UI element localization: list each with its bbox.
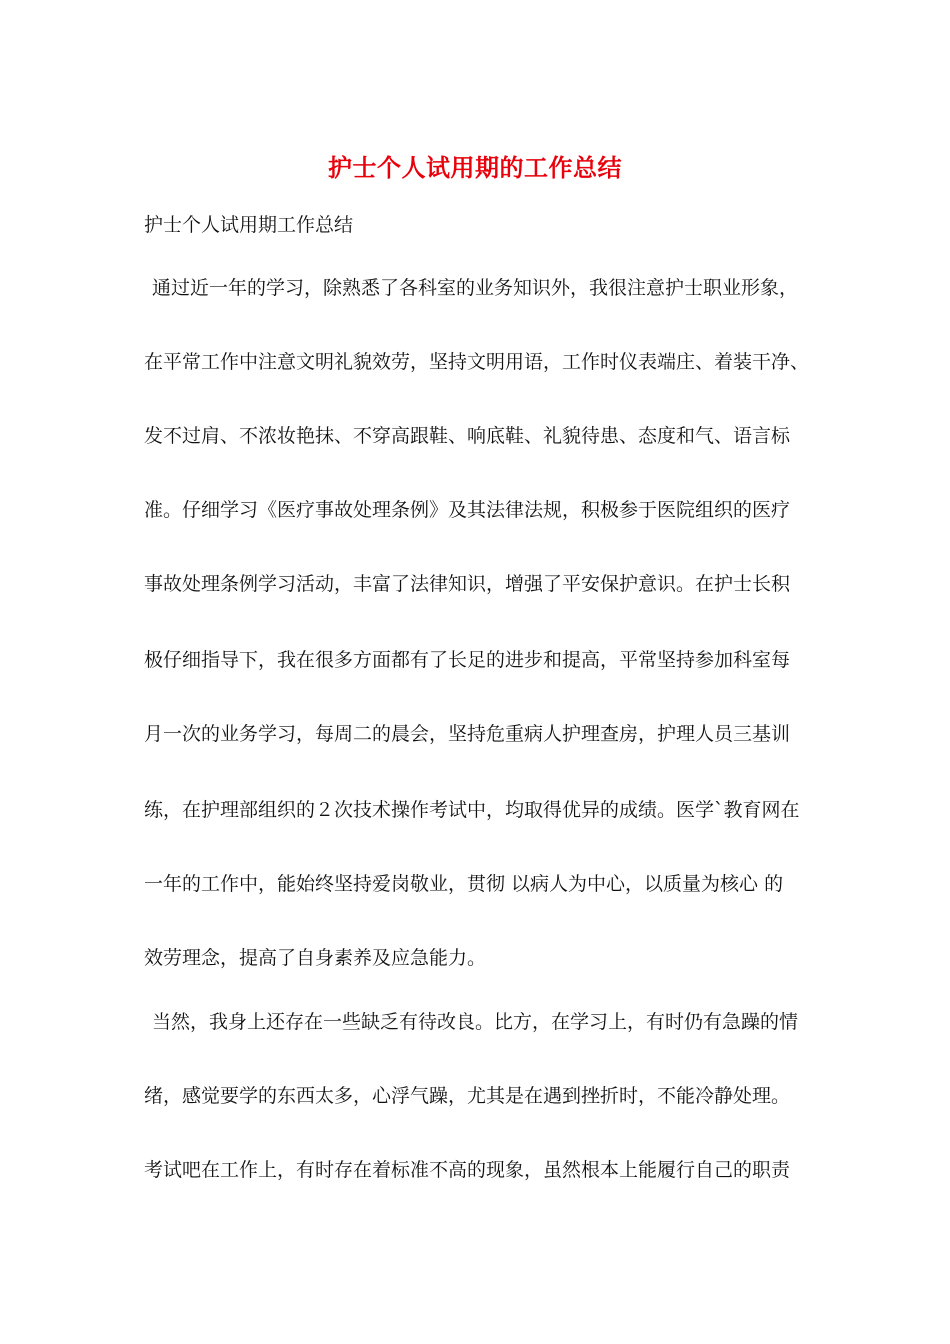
paragraph-line-1: 通过近一年的学习，除熟悉了各科室的业务知识外，我很注意护士职业形象， [152, 277, 799, 299]
paragraph-line-2: 在平常工作中注意文明礼貌效劳，坚持文明用语，工作时仪表端庄、着装干净、 [144, 351, 810, 373]
paragraph-line-13: 考试吧在工作上，有时存在着标准不高的现象，虽然根本上能履行自己的职责 [144, 1159, 791, 1181]
paragraph-line-8: 练，在护理部组织的２次技术操作考试中，均取得优异的成绩。医学`教育网在 [144, 799, 800, 821]
paragraph-line-12: 绪，感觉要学的东西太多，心浮气躁，尤其是在遇到挫折时，不能冷静处理。 [144, 1085, 791, 1107]
paragraph-line-9: 一年的工作中，能始终坚持爱岗敬业，贯彻 以病人为中心，以质量为核心 的 [144, 873, 784, 895]
paragraph-line-7: 月一次的业务学习，每周二的晨会，坚持危重病人护理查房，护理人员三基训 [144, 723, 791, 745]
document-subtitle: 护士个人试用期工作总结 [144, 214, 354, 236]
paragraph-line-5: 事故处理条例学习活动，丰富了法律知识，增强了平安保护意识。在护士长积 [144, 573, 791, 595]
paragraph-line-10: 效劳理念，提高了自身素养及应急能力。 [144, 947, 487, 969]
document-title: 护士个人试用期的工作总结 [328, 153, 622, 182]
paragraph-line-6: 极仔细指导下，我在很多方面都有了长足的进步和提高，平常坚持参加科室每 [144, 649, 791, 671]
paragraph-line-3: 发不过肩、不浓妆艳抹、不穿高跟鞋、响底鞋、礼貌待患、态度和气、语言标 [144, 425, 791, 447]
paragraph-line-11: 当然，我身上还存在一些缺乏有待改良。比方，在学习上，有时仍有急躁的情 [152, 1011, 799, 1033]
paragraph-line-4: 准。仔细学习《医疗事故处理条例》及其法律法规，积极参于医院组织的医疗 [144, 499, 791, 521]
